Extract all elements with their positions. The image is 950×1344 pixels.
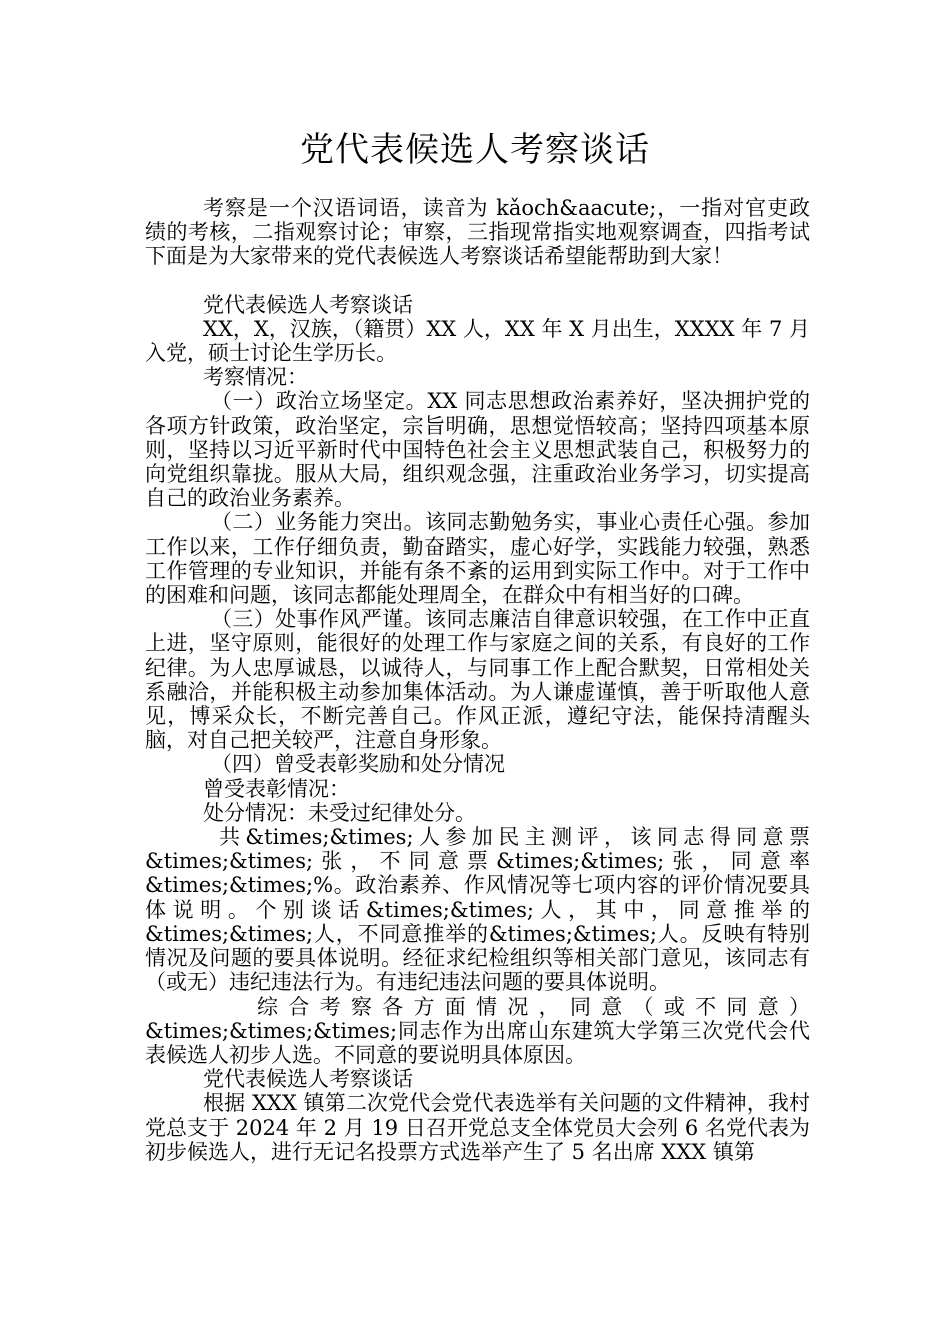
conclusion-paragraph: 综合考察各方面情况，同意（或不同意）&times;&times;&times;同志作为出席山东建筑大学第三次党代会代表候选人初步人选。不同意的要说明具体原因。 [145, 994, 810, 1067]
item-work-ability: （二）业务能力突出。该同志勤勉务实，事业心责任心强。参加工作以来，工作仔细负责，勤奋踏实，虚心好学，实践能力较强，熟悉工作管理的专业知识，并能有条不紊的运用到实际工作中。对于工作中的困难和问题，该同志都能处理周全，在群众中有相当好的口碑。 [145, 510, 810, 608]
profile-paragraph: XX，X，汉族，（籍贯）XX 人，XX 年 X 月出生，XXXX 年 7 月入党，硕士讨论生学历长。 [145, 316, 810, 366]
section-heading: 党代表候选人考察谈话 [203, 292, 413, 317]
intro-paragraph: 考察是一个汉语词语，读音为 kǎoch&aacute;，一指对官吏政绩的考核，二指观察讨论；审察，三指现常指实地观察调查，四指考试下面是为大家带来的党代表候选人考察谈话希望能帮助到大家！ [145, 196, 810, 269]
penalty-line: 处分情况：未受过纪律处分。 [203, 800, 476, 825]
awards-line: 曾受表彰情况： [203, 776, 350, 801]
document-body [145, 196, 810, 1164]
inspection-label: 考察情况： [203, 365, 308, 390]
paragraph-spacer [145, 269, 810, 293]
section-heading-2: 党代表候选人考察谈话 [203, 1067, 413, 1092]
item-awards-penalties: （四）曾受表彰奖励和处分情况 [211, 752, 505, 777]
closing-paragraph: 根据 XXX 镇第二次党代会党代表选举有关问题的文件精神，我村党总支于 2024 年 2 月 19 日召开党总支全体党员大会列 6 名党代表为初步候选人，进行无记名投票方式选举产生了 5 名出席 XXX 镇第 [145, 1091, 810, 1164]
item-work-style: （三）处事作风严谨。该同志廉洁自律意识较强，在工作中正直上进，坚守原则，能很好的处理工作与家庭之间的关系，有良好的工作纪律。为人忠厚诚恳，以诚待人，与同事工作上配合默契，日常相处关系融洽，并能积极主动参加集体活动。为人谦虚谨慎，善于听取他人意见，博采众长，不断完善自己。作风正派，遵纪守法，能保持清醒头脑，对自己把关较严，注意自身形象。 [145, 607, 810, 753]
item-political-stance: （一）政治立场坚定。XX 同志思想政治素养好，坚决拥护党的各项方针政策，政治坚定，宗旨明确，思想觉悟较高；坚持四项基本原则，坚持以习近平新时代中国特色社会主义思想武装自己，积极努力的向党组织靠拢。服从大局，组织观念强，注重政治业务学习，切实提高自己的政治业务素养。 [145, 389, 810, 511]
document-title: 党代表候选人考察谈话 [300, 130, 650, 170]
vote-paragraph: 共&times;&times;人参加民主测评，该同志得同意票&times;&times;张，不同意票&times;&times;张，同意率&times;&times;%。政治素养、作风情况等七项内容的评价情况要具体说明。个别谈话&times;&times;人，其中，同意推举的&times;&times;人，不同意推举的&times;&times;人。反映有特别情况及问题的要具体说明。经征求纪检组织等相关部门意见，该同志有（或无）违纪违法行为。有违纪违法问题的要具体说明。 [145, 825, 810, 995]
